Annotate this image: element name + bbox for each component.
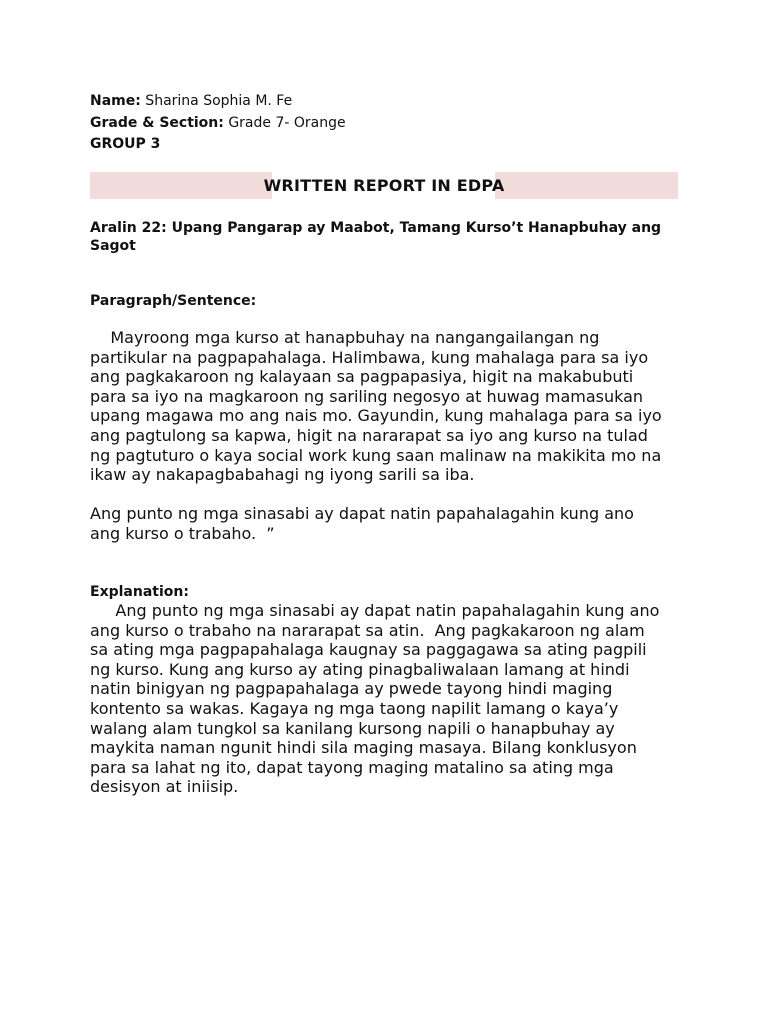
paragraph-line: upang magawa mo ang nais mo. Gayundin, kung mahalaga para sa iyo	[90, 406, 662, 426]
paragraph-line: ang pagkakaroon ng kalayaan sa pagpapasiya, higit na makabubuti	[90, 367, 634, 387]
conclusion-body	[90, 504, 690, 543]
grade-section-line	[90, 114, 346, 132]
paragraph-line: partikular na pagpapahalaga. Halimbawa, kung mahalaga para sa iyo	[90, 347, 649, 367]
report-title: WRITTEN REPORT IN EDPA	[263, 176, 505, 195]
explanation-line: walang alam tungkol sa kanilang kursong napili o hanapbuhay ay	[90, 718, 615, 738]
paragraph-line: Mayroong mga kurso at hanapbuhay na nangangailangan ng	[90, 328, 600, 347]
explanation-line: Ang punto ng mga sinasabi ay dapat natin papahalagahin kung ano	[90, 601, 660, 620]
paragraph-line: para sa iyo na magkaroon ng sariling negosyo at huwag mamasukan	[90, 386, 644, 406]
name-label: Name:	[90, 93, 141, 109]
name-value: Sharina Sophia M. Fe	[140, 93, 293, 109]
lesson-title: Aralin 22: Upang Pangarap ay Maabot, Tamang Kurso’t Hanapbuhay ang Sagot	[90, 220, 662, 254]
grade-section-value: Grade 7- Orange	[223, 115, 346, 131]
group-label: GROUP 3	[90, 136, 161, 152]
explanation-line: natin binigyan ng pagpapahalaga ay pwede tayong hindi maging	[90, 679, 613, 699]
explanation-line: maykita naman ngunit hindi sila maging masaya. Bilang konklusyon	[90, 738, 637, 758]
explanation-line: sa ating mga pagpapahalaga kaugnay sa paggagawa sa ating pagpili	[90, 640, 647, 660]
title-band	[90, 172, 678, 199]
explanation-line: desisyon at iniisip.	[90, 777, 239, 797]
explanation-body	[90, 601, 690, 797]
name-line	[90, 92, 292, 110]
explanation-line: ng kurso. Kung ang kurso ay ating pinagbaliwalaan lamang at hindi	[90, 659, 630, 679]
grade-section-label: Grade & Section:	[90, 115, 224, 131]
paragraph-line: ikaw ay nakapagbabahagi ng iyong sarili sa iba.	[90, 465, 475, 485]
paragraph-body	[90, 328, 690, 485]
explanation-line: para sa lahat ng ito, dapat tayong maging matalino sa ating mga	[90, 757, 614, 777]
paragraph-line: ng pagtuturo o kaya social work kung saan malinaw na makikita mo na	[90, 445, 662, 465]
explanation-line: ang kurso o trabaho na nararapat sa atin. Ang pagkakaroon ng alam	[90, 620, 645, 640]
conclusion-line: Ang punto ng mga sinasabi ay dapat natin papahalagahin kung ano	[90, 504, 634, 523]
explanation-heading: Explanation:	[90, 584, 189, 600]
conclusion-line: ang kurso o trabaho. ”	[90, 523, 275, 543]
paragraph-heading: Paragraph/Sentence:	[90, 293, 257, 309]
explanation-line: kontento sa wakas. Kagaya ng mga taong napilit lamang o kaya’y	[90, 698, 619, 718]
paragraph-line: ang pagtulong sa kapwa, higit na nararapat sa iyo ang kurso na tulad	[90, 425, 648, 445]
